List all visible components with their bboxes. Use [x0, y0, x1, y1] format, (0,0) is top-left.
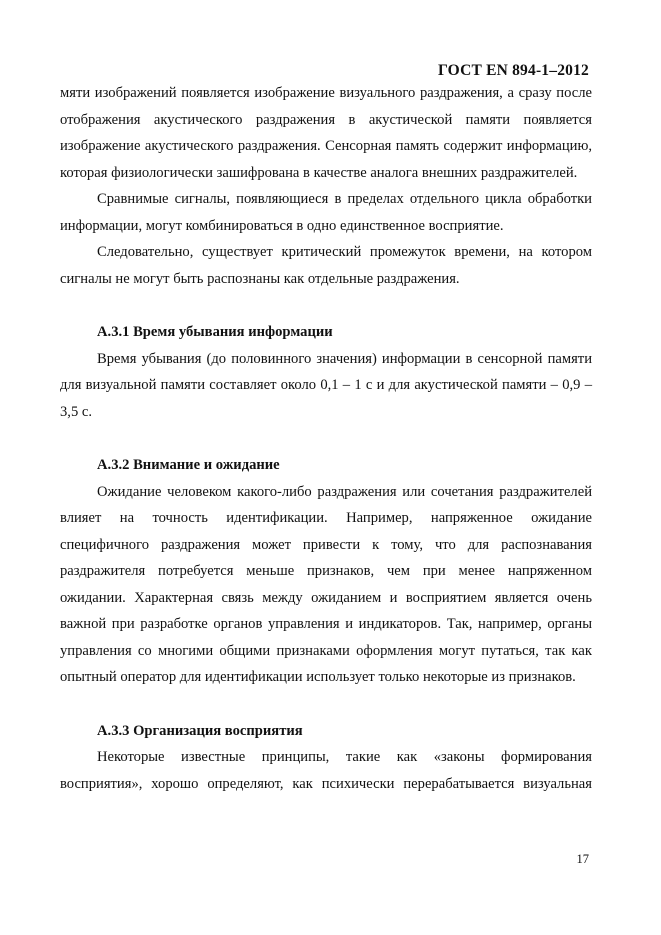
section-heading-a31: А.3.1 Время убывания информации [97, 324, 333, 340]
document-id-header: ГОСТ EN 894-1–2012 [437, 62, 589, 79]
section-heading-a33: А.3.3 Организация восприятия [97, 722, 303, 739]
body-paragraph: мяти изображений появляется изображение визуального раздражения, а сразу после отображения акустического раздражения в акустической памяти появляется изображение акустического раздражения. Сенсорная память содержит информацию, которая физиологически зашифрована в качестве аналога внешних раздражителей. [60, 85, 592, 181]
body-paragraph: Сравнимые сигналы, появляющиеся в пределах отдельного цикла обработки информации, могут комбинироваться в одно единственное восприятие. [60, 191, 592, 234]
document-body [60, 80, 592, 797]
section-text-a33: Некоторые известные принципы, такие как «законы формирования восприятия», хорошо определяют, как психически перерабатывается визуальная [60, 749, 592, 792]
section-heading-a32: А.3.2 Внимание и ожидание [97, 457, 280, 473]
body-paragraph: Следовательно, существует критический промежуток времени, на котором сигналы не могут быть распознаны как отдельные раздражения. [60, 244, 592, 287]
page-number: 17 [576, 852, 589, 866]
section-text-a31: Время убывания (до половинного значения) информации в сенсорной памяти для визуальной памяти составляет около 0,1 – 1 с и для акустической памяти – 0,9 – 3,5 с. [60, 350, 592, 420]
section-text-a32: Ожидание человеком какого-либо раздражения или сочетания раздражителей влияет на точность идентификации. Например, напряженное ожидание специфичного раздражения может привести к тому, что для распознавания раздражителя потребуется меньше признаков, чем при менее напряженном ожидании. Характерная связь между ожиданием и восприятием является очень важной при разработке органов управления и индикаторов. Так, например, органы управления со многими общими признаками оформления могут путаться, так как опытный оператор для идентификации использует только некоторые из признаков. [60, 483, 592, 685]
